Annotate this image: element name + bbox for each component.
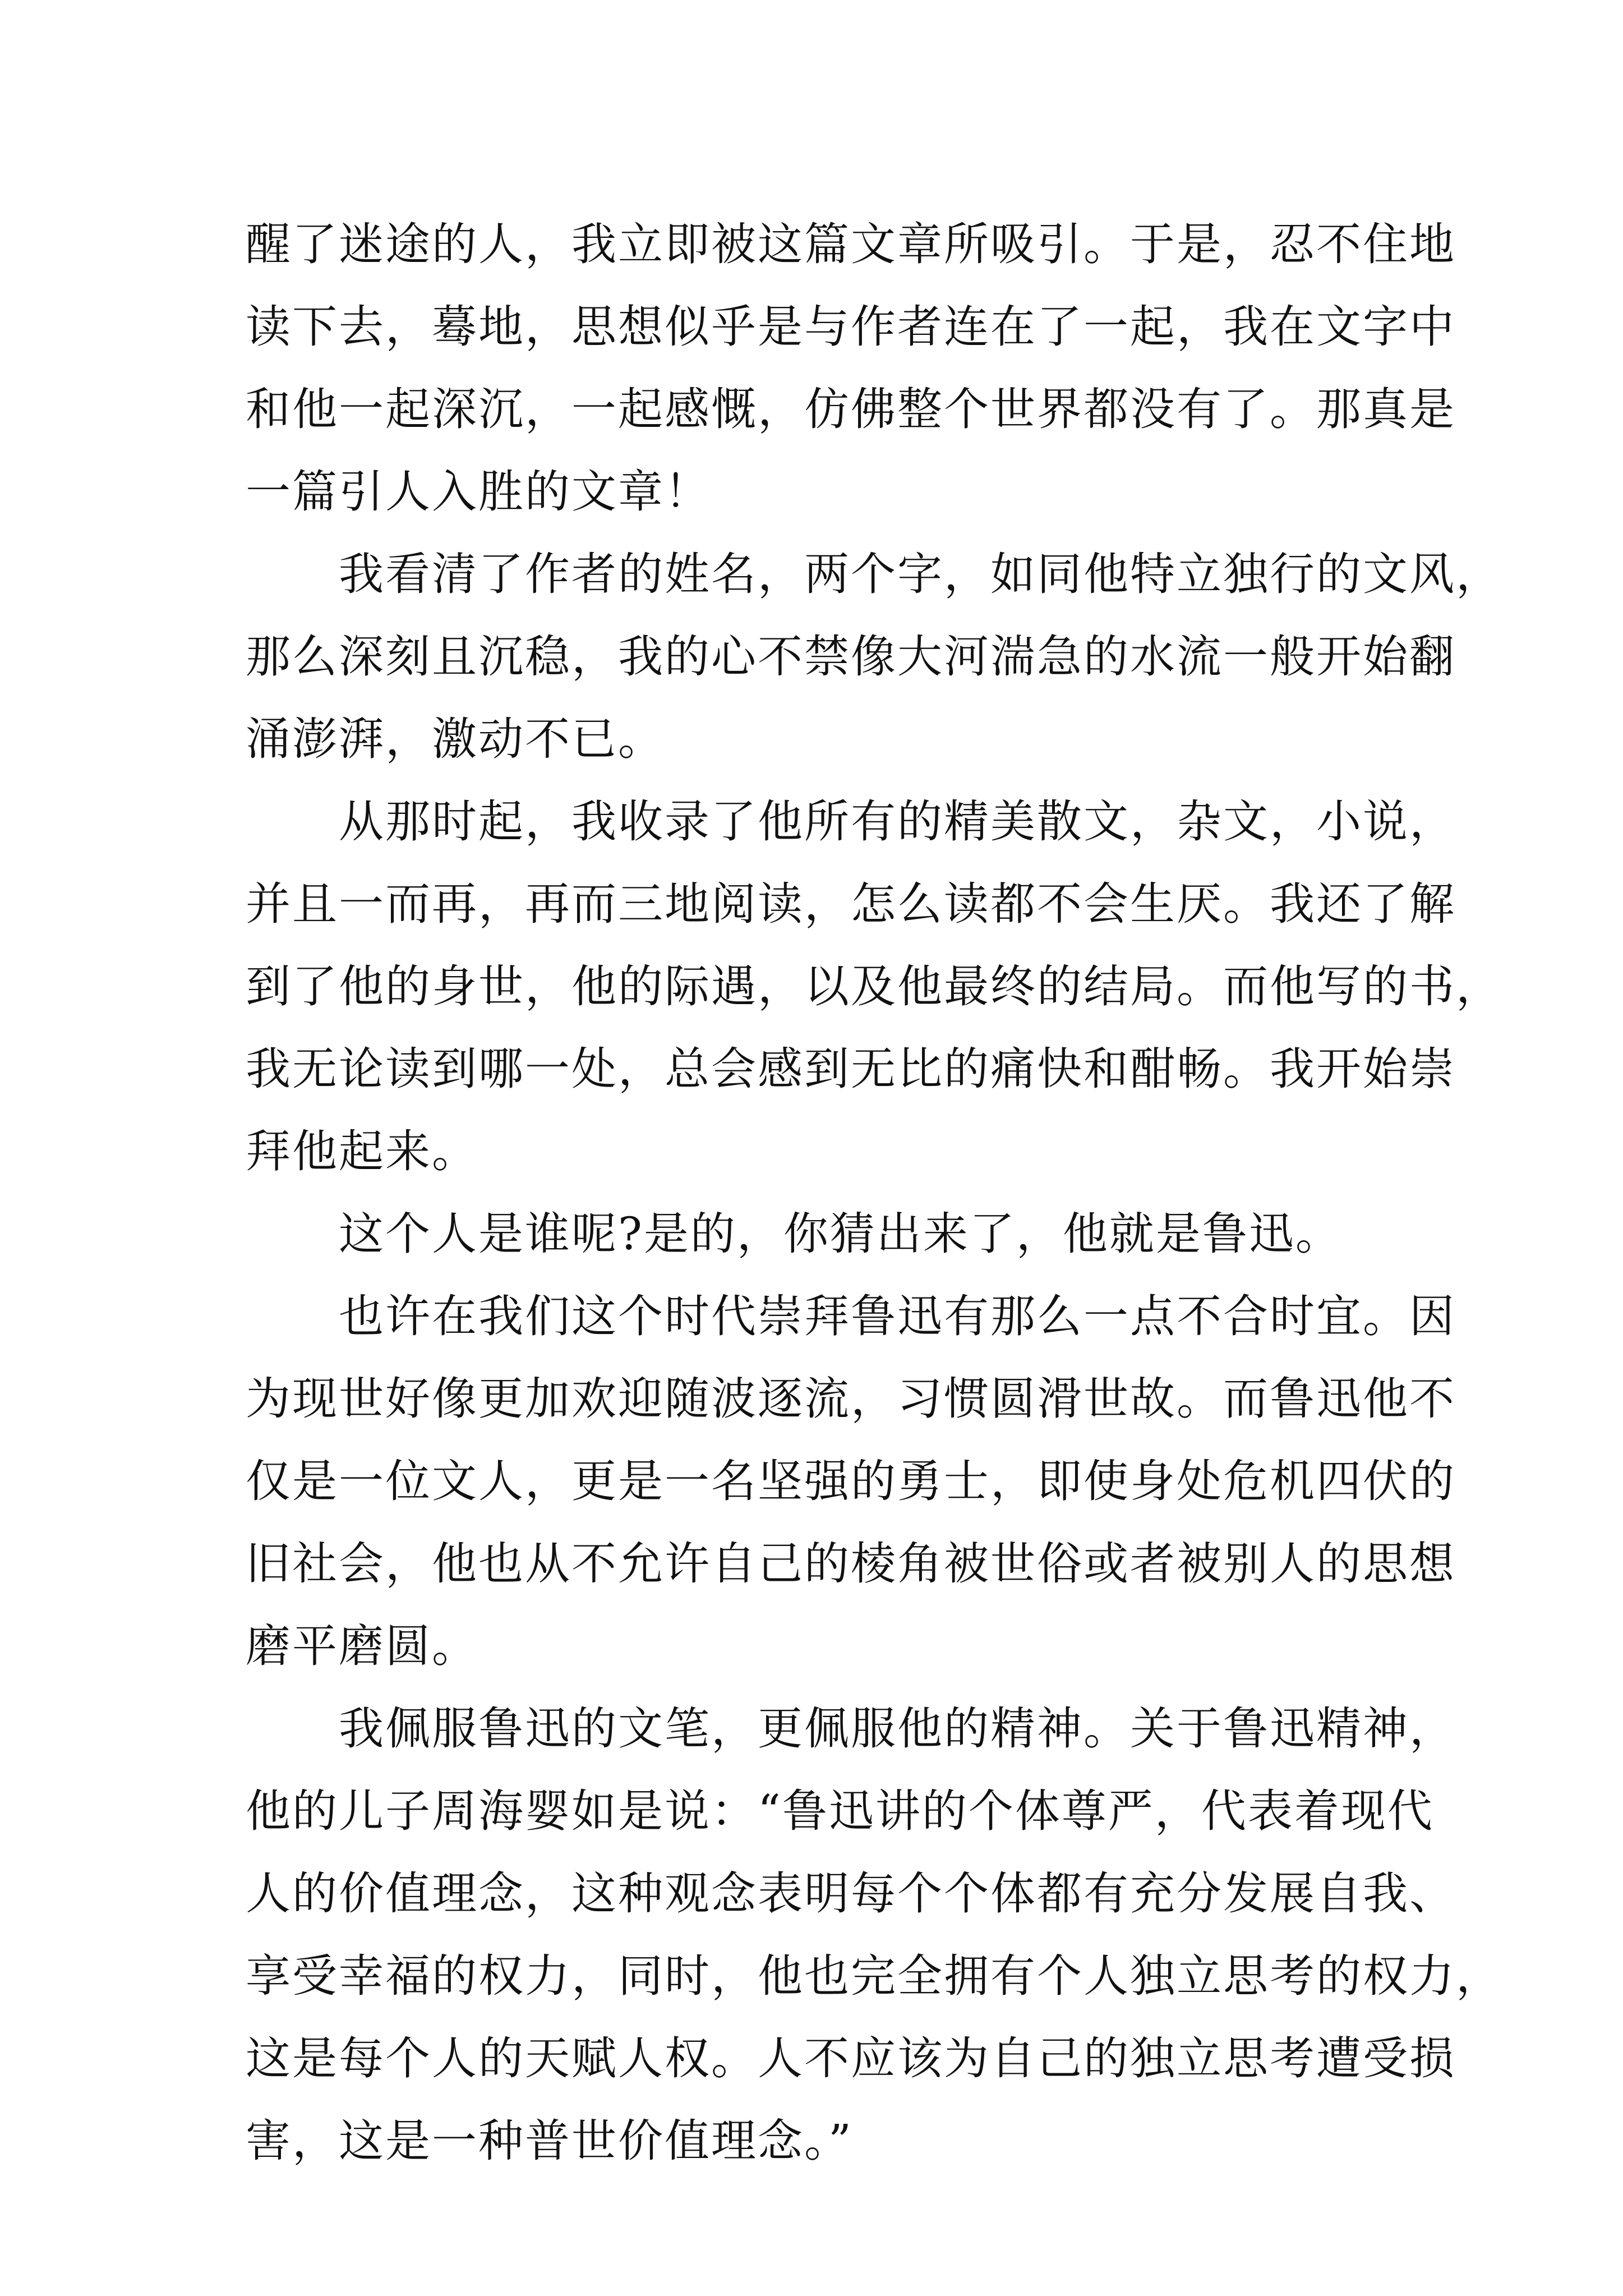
text-line: 我佩服鲁迅的文笔，更佩服他的精神。关于鲁迅精神， bbox=[246, 1703, 1456, 1755]
text-line: 我无论读到哪一处，总会感到无比的痛快和酣畅。我开始崇 bbox=[246, 1043, 1456, 1095]
text-line: 到了他的身世，他的际遇，以及他最终的结局。而他写的书， bbox=[246, 960, 1502, 1013]
text-line: 我看清了作者的姓名，两个字，如同他特立独行的文风， bbox=[246, 548, 1502, 600]
text-line: 为现世好像更加欢迎随波逐流，习惯圆滑世故。而鲁迅他不 bbox=[246, 1373, 1456, 1425]
text-line: 也许在我们这个时代崇拜鲁迅有那么一点不合时宜。因 bbox=[246, 1290, 1456, 1342]
text-line: 读下去，蓦地，思想似乎是与作者连在了一起，我在文字中 bbox=[246, 301, 1456, 353]
text-line: 这是每个人的天赋人权。人不应该为自己的独立思考遭受损 bbox=[246, 2032, 1456, 2085]
text-line: 磨平磨圆。 bbox=[246, 1620, 478, 1672]
text-line: 并且一而再，再而三地阅读，怎么读都不会生厌。我还了解 bbox=[246, 878, 1456, 930]
text-line: 享受幸福的权力，同时，他也完全拥有个人独立思考的权力， bbox=[246, 1950, 1502, 2002]
text-line: 害，这是一种普世价值理念。” bbox=[246, 2115, 853, 2167]
text-line: 从那时起，我收录了他所有的精美散文，杂文，小说， bbox=[246, 795, 1456, 848]
text-line: 醒了迷途的人，我立即被这篇文章所吸引。于是，忍不住地 bbox=[246, 218, 1456, 270]
text-line: 他的儿子周海婴如是说：“鲁迅讲的个体尊严，代表着现代 bbox=[246, 1785, 1434, 1837]
text-line: 涌澎湃，激动不已。 bbox=[246, 713, 665, 765]
text-line: 旧社会，他也从不允许自己的棱角被世俗或者被别人的思想 bbox=[246, 1538, 1456, 1590]
document-body-text bbox=[246, 203, 1502, 2182]
text-line: 和他一起深沉，一起感慨，仿佛整个世界都没有了。那真是 bbox=[246, 383, 1456, 435]
text-line: 人的价值理念，这种观念表明每个个体都有充分发展自我、 bbox=[246, 1867, 1456, 1920]
text-line: 拜他起来。 bbox=[246, 1125, 478, 1177]
text-line: 这个人是谁呢?是的，你猜出来了，他就是鲁迅。 bbox=[246, 1208, 1342, 1260]
text-line: 一篇引人入胜的文章！ bbox=[246, 466, 711, 518]
text-line: 那么深刻且沉稳，我的心不禁像大河湍急的水流一般开始翻 bbox=[246, 631, 1456, 683]
text-line: 仅是一位文人，更是一名坚强的勇士，即使身处危机四伏的 bbox=[246, 1455, 1456, 1507]
